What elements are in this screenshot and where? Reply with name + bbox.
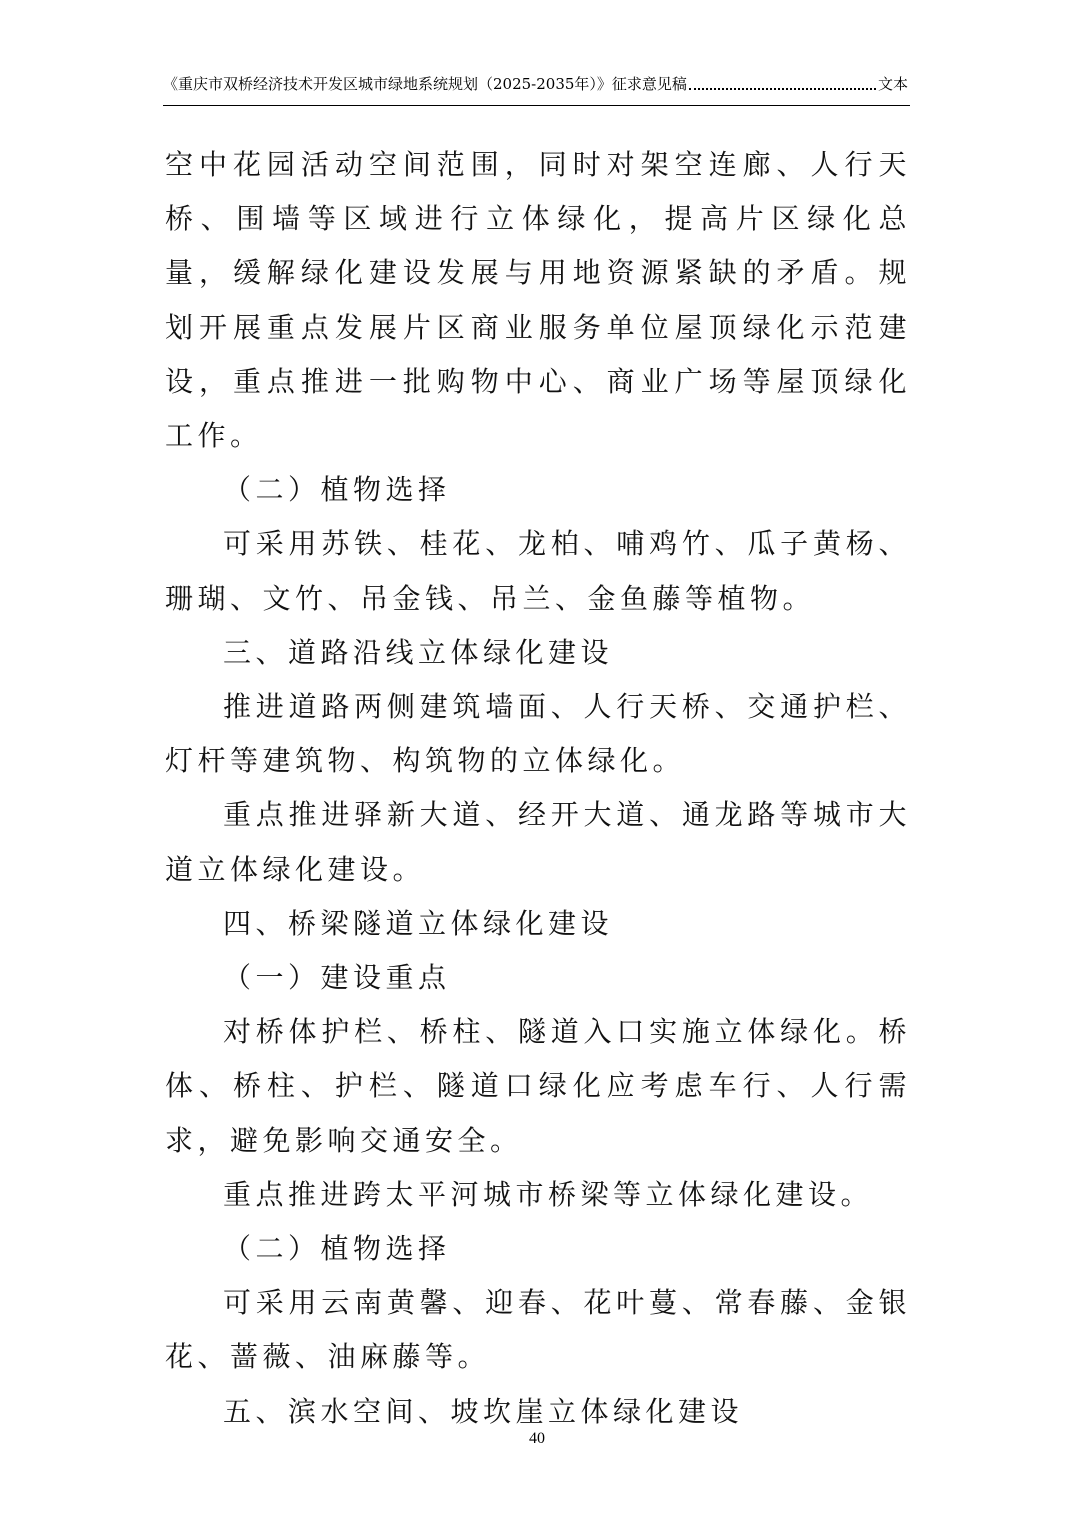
header-leader-dots — [689, 74, 876, 90]
subheading: （二）植物选择 — [223, 1232, 451, 1266]
page-number: 40 — [529, 1430, 545, 1447]
section-heading: 四、桥梁隧道立体绿化建设 — [223, 906, 614, 940]
section-heading: 三、道路沿线立体绿化建设 — [223, 635, 614, 669]
paragraph: 对桥体护栏、桥柱、隧道入口实施立体绿化。桥体、桥柱、护栏、隧道口绿化应考虑车行、人行需求，避免影响交通安全。 — [165, 1015, 911, 1157]
body-text — [165, 138, 911, 1439]
header-rule — [163, 105, 910, 106]
running-header — [163, 74, 908, 94]
paragraph: 可采用云南黄馨、迎春、花叶蔓、常春藤、金银花、蔷薇、油麻藤等。 — [165, 1286, 911, 1374]
subheading: （一）建设重点 — [223, 961, 451, 995]
paragraph: 推进道路两侧建筑墙面、人行天桥、交通护栏、灯杆等建筑物、构筑物的立体绿化。 — [165, 690, 911, 778]
section-heading: 五、滨水空间、坡坎崖立体绿化建设 — [223, 1394, 744, 1428]
subheading: （二）植物选择 — [223, 473, 451, 507]
paragraph: 可采用苏铁、桂花、龙柏、哺鸡竹、瓜子黄杨、珊瑚、文竹、吊金钱、吊兰、金鱼藤等植物。 — [165, 527, 911, 615]
paragraph: 重点推进驿新大道、经开大道、通龙路等城市大道立体绿化建设。 — [165, 798, 911, 886]
header-title: 《重庆市双桥经济技术开发区城市绿地系统规划（2025-2035年）》征求意见稿 — [163, 75, 687, 93]
paragraph: 重点推进跨太平河城市桥梁等立体绿化建设。 — [223, 1177, 874, 1211]
paragraph: 空中花园活动空间范围，同时对架空连廊、人行天桥、围墙等区域进行立体绿化，提高片区绿化总量，缓解绿化建设发展与用地资源紧缺的矛盾。规划开展重点发展片区商业服务单位屋顶绿化示范建设，重点推进一批购物中心、商业广场等屋顶绿化工作。 — [165, 148, 911, 453]
header-section-label: 文本 — [877, 75, 908, 93]
